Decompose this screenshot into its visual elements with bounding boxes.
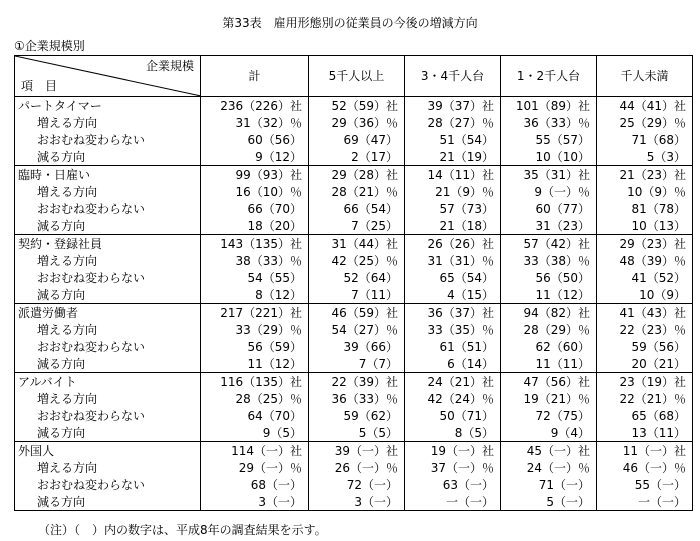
row-label: おおむね変わらない xyxy=(15,476,201,493)
table-cell: 10（9） xyxy=(597,286,693,304)
table-cell: 57（73） xyxy=(405,200,501,217)
table-cell: 21（9）％ xyxy=(405,183,501,200)
table-cell: 52（64） xyxy=(309,269,405,286)
row-label: おおむね変わらない xyxy=(15,131,201,148)
data-table xyxy=(14,55,693,511)
category-label: パートタイマー xyxy=(15,97,201,115)
table-cell: 39（37）社 xyxy=(405,97,501,115)
table-row xyxy=(15,183,693,200)
table-row xyxy=(15,200,693,217)
column-header: 千人未満 xyxy=(597,56,693,97)
table-cell: 64（70） xyxy=(201,407,309,424)
table-cell: 63（一） xyxy=(405,476,501,493)
table-cell: 41（52） xyxy=(597,269,693,286)
table-title: 第33表 雇用形態別の従業員の今後の増減方向 xyxy=(222,16,478,30)
table-cell: 22（39）社 xyxy=(309,373,405,391)
table-cell: 33（38）％ xyxy=(501,252,597,269)
table-cell: 41（43）社 xyxy=(597,304,693,322)
column-header: 計 xyxy=(201,56,309,97)
table-cell: 62（60） xyxy=(501,338,597,355)
row-label: 増える方向 xyxy=(15,321,201,338)
table-cell: 2（17） xyxy=(309,148,405,166)
table-cell: 143（135）社 xyxy=(201,235,309,253)
table-cell: 一（一） xyxy=(597,493,693,511)
table-cell: 3（一） xyxy=(201,493,309,511)
table-row xyxy=(15,424,693,442)
corner-label-item: 項 目 xyxy=(21,79,58,93)
table-row xyxy=(15,476,693,493)
table-cell: 52（59）社 xyxy=(309,97,405,115)
table-cell: 39（66） xyxy=(309,338,405,355)
table-cell: 44（41）社 xyxy=(597,97,693,115)
table-cell: 36（37）社 xyxy=(405,304,501,322)
category-label: アルバイト xyxy=(15,373,201,391)
row-label: おおむね変わらない xyxy=(15,200,201,217)
table-cell: 24（一）％ xyxy=(501,459,597,476)
table-cell: 8（12） xyxy=(201,286,309,304)
table-cell: 71（68） xyxy=(597,131,693,148)
column-header: 3・4千人台 xyxy=(405,56,501,97)
table-cell: 236（226）社 xyxy=(201,97,309,115)
table-cell: 28（27）％ xyxy=(405,114,501,131)
table-row xyxy=(15,252,693,269)
table-cell: 33（35）％ xyxy=(405,321,501,338)
table-cell: 11（11） xyxy=(501,355,597,373)
table-cell: 101（89）社 xyxy=(501,97,597,115)
table-cell: 7（7） xyxy=(309,355,405,373)
table-cell: 60（77） xyxy=(501,200,597,217)
table-cell: 29（23）社 xyxy=(597,235,693,253)
column-header: 1・2千人台 xyxy=(501,56,597,97)
table-cell: 18（20） xyxy=(201,217,309,235)
table-cell: 81（78） xyxy=(597,200,693,217)
row-label: 減る方向 xyxy=(15,355,201,373)
table-row xyxy=(15,390,693,407)
table-cell: 72（一） xyxy=(309,476,405,493)
row-label: おおむね変わらない xyxy=(15,269,201,286)
table-cell: 26（26）社 xyxy=(405,235,501,253)
row-label: 減る方向 xyxy=(15,217,201,235)
table-cell: 10（9）％ xyxy=(597,183,693,200)
header-row xyxy=(15,56,693,97)
table-cell: 66（70） xyxy=(201,200,309,217)
table-cell: 33（29）％ xyxy=(201,321,309,338)
category-label: 外国人 xyxy=(15,442,201,460)
row-label: 減る方向 xyxy=(15,424,201,442)
row-label: 減る方向 xyxy=(15,493,201,511)
table-cell: 31（32）％ xyxy=(201,114,309,131)
table-row xyxy=(15,355,693,373)
table-cell: 60（56） xyxy=(201,131,309,148)
footnote: （注）（ ）内の数字は、平成8年の調査結果を示す。 xyxy=(38,523,327,537)
row-label: 減る方向 xyxy=(15,148,201,166)
table-cell: 5（3） xyxy=(597,148,693,166)
table-cell: 46（59）社 xyxy=(309,304,405,322)
table-cell: 31（44）社 xyxy=(309,235,405,253)
row-label: 減る方向 xyxy=(15,286,201,304)
header-corner xyxy=(15,56,201,97)
table-cell: 24（21）社 xyxy=(405,373,501,391)
table-row xyxy=(15,493,693,511)
table-cell: 56（50） xyxy=(501,269,597,286)
table-row xyxy=(15,321,693,338)
table-row xyxy=(15,217,693,235)
table-row xyxy=(15,286,693,304)
table-cell: 6（14） xyxy=(405,355,501,373)
table-cell: 28（29）％ xyxy=(501,321,597,338)
table-cell: 54（55） xyxy=(201,269,309,286)
table-cell: 94（82）社 xyxy=(501,304,597,322)
table-cell: 11（12） xyxy=(501,286,597,304)
category-row xyxy=(15,235,693,253)
row-label: 増える方向 xyxy=(15,459,201,476)
table-cell: 9（一）％ xyxy=(501,183,597,200)
table-cell: 69（47） xyxy=(309,131,405,148)
table-cell: 36（33）％ xyxy=(309,390,405,407)
row-label: おおむね変わらない xyxy=(15,407,201,424)
table-cell: 8（5） xyxy=(405,424,501,442)
table-cell: 71（一） xyxy=(501,476,597,493)
table-cell: 22（21）％ xyxy=(597,390,693,407)
row-label: 増える方向 xyxy=(15,390,201,407)
table-cell: 13（11） xyxy=(597,424,693,442)
table-subtitle: ①企業規模別 xyxy=(14,39,85,53)
category-row xyxy=(15,304,693,322)
table-row xyxy=(15,114,693,131)
table-cell: 116（135）社 xyxy=(201,373,309,391)
category-label: 臨時・日雇い xyxy=(15,166,201,184)
row-label: おおむね変わらない xyxy=(15,338,201,355)
table-cell: 28（21）％ xyxy=(309,183,405,200)
table-cell: 54（27）％ xyxy=(309,321,405,338)
table-cell: 38（33）％ xyxy=(201,252,309,269)
table-row xyxy=(15,338,693,355)
table-row xyxy=(15,407,693,424)
table-cell: 29（36）％ xyxy=(309,114,405,131)
row-label: 増える方向 xyxy=(15,252,201,269)
table-cell: 66（54） xyxy=(309,200,405,217)
table-cell: 10（10） xyxy=(501,148,597,166)
table-cell: 72（75） xyxy=(501,407,597,424)
table-cell: 3（一） xyxy=(309,493,405,511)
table-cell: 29（一）％ xyxy=(201,459,309,476)
table-cell: 37（一）％ xyxy=(405,459,501,476)
category-row xyxy=(15,166,693,184)
table-cell: 11（一）社 xyxy=(597,442,693,460)
table-cell: 10（13） xyxy=(597,217,693,235)
table-cell: 7（25） xyxy=(309,217,405,235)
table-cell: 21（23）社 xyxy=(597,166,693,184)
table-row xyxy=(15,131,693,148)
table-cell: 11（12） xyxy=(201,355,309,373)
table-row xyxy=(15,269,693,286)
table-cell: 59（62） xyxy=(309,407,405,424)
table-cell: 47（56）社 xyxy=(501,373,597,391)
table-cell: 29（28）社 xyxy=(309,166,405,184)
row-label: 増える方向 xyxy=(15,114,201,131)
table-cell: 51（54） xyxy=(405,131,501,148)
table-cell: 9（4） xyxy=(501,424,597,442)
table-cell: 61（51） xyxy=(405,338,501,355)
table-cell: 55（一） xyxy=(597,476,693,493)
table-cell: 35（31）社 xyxy=(501,166,597,184)
table-cell: 5（一） xyxy=(501,493,597,511)
table-cell: 68（一） xyxy=(201,476,309,493)
table-cell: 25（29）％ xyxy=(597,114,693,131)
table-cell: 45（一）社 xyxy=(501,442,597,460)
table-cell: 42（25）％ xyxy=(309,252,405,269)
table-cell: 23（19）社 xyxy=(597,373,693,391)
category-row xyxy=(15,97,693,115)
table-cell: 19（一）社 xyxy=(405,442,501,460)
table-cell: 9（12） xyxy=(201,148,309,166)
table-cell: 20（21） xyxy=(597,355,693,373)
table-cell: 36（33）％ xyxy=(501,114,597,131)
category-row xyxy=(15,373,693,391)
table-cell: 21（19） xyxy=(405,148,501,166)
row-label: 増える方向 xyxy=(15,183,201,200)
table-cell: 31（31）％ xyxy=(405,252,501,269)
table-cell: 5（5） xyxy=(309,424,405,442)
table-cell: 19（21）％ xyxy=(501,390,597,407)
table-row xyxy=(15,148,693,166)
table-cell: 99（93）社 xyxy=(201,166,309,184)
table-cell: 22（23）％ xyxy=(597,321,693,338)
table-cell: 7（11） xyxy=(309,286,405,304)
table-cell: 4（15） xyxy=(405,286,501,304)
table-cell: 59（56） xyxy=(597,338,693,355)
table-cell: 39（一）社 xyxy=(309,442,405,460)
table-cell: 57（42）社 xyxy=(501,235,597,253)
table-cell: 50（71） xyxy=(405,407,501,424)
corner-label-size: 企業規模 xyxy=(145,59,194,73)
column-header: 5千人以上 xyxy=(309,56,405,97)
table-cell: 55（57） xyxy=(501,131,597,148)
table-cell: 31（23） xyxy=(501,217,597,235)
table-cell: 28（25）％ xyxy=(201,390,309,407)
table-cell: 14（11）社 xyxy=(405,166,501,184)
table-row xyxy=(15,459,693,476)
table-cell: 一（一） xyxy=(405,493,501,511)
category-row xyxy=(15,442,693,460)
table-cell: 65（68） xyxy=(597,407,693,424)
category-label: 契約・登録社員 xyxy=(15,235,201,253)
table-cell: 16（10）％ xyxy=(201,183,309,200)
table-cell: 46（一）％ xyxy=(597,459,693,476)
table-cell: 217（221）社 xyxy=(201,304,309,322)
table-cell: 56（59） xyxy=(201,338,309,355)
table-cell: 42（24）％ xyxy=(405,390,501,407)
table-cell: 48（39）％ xyxy=(597,252,693,269)
category-label: 派遣労働者 xyxy=(15,304,201,322)
table-cell: 65（54） xyxy=(405,269,501,286)
table-cell: 114（一）社 xyxy=(201,442,309,460)
table-cell: 26（一）％ xyxy=(309,459,405,476)
table-cell: 9（5） xyxy=(201,424,309,442)
table-cell: 21（18） xyxy=(405,217,501,235)
